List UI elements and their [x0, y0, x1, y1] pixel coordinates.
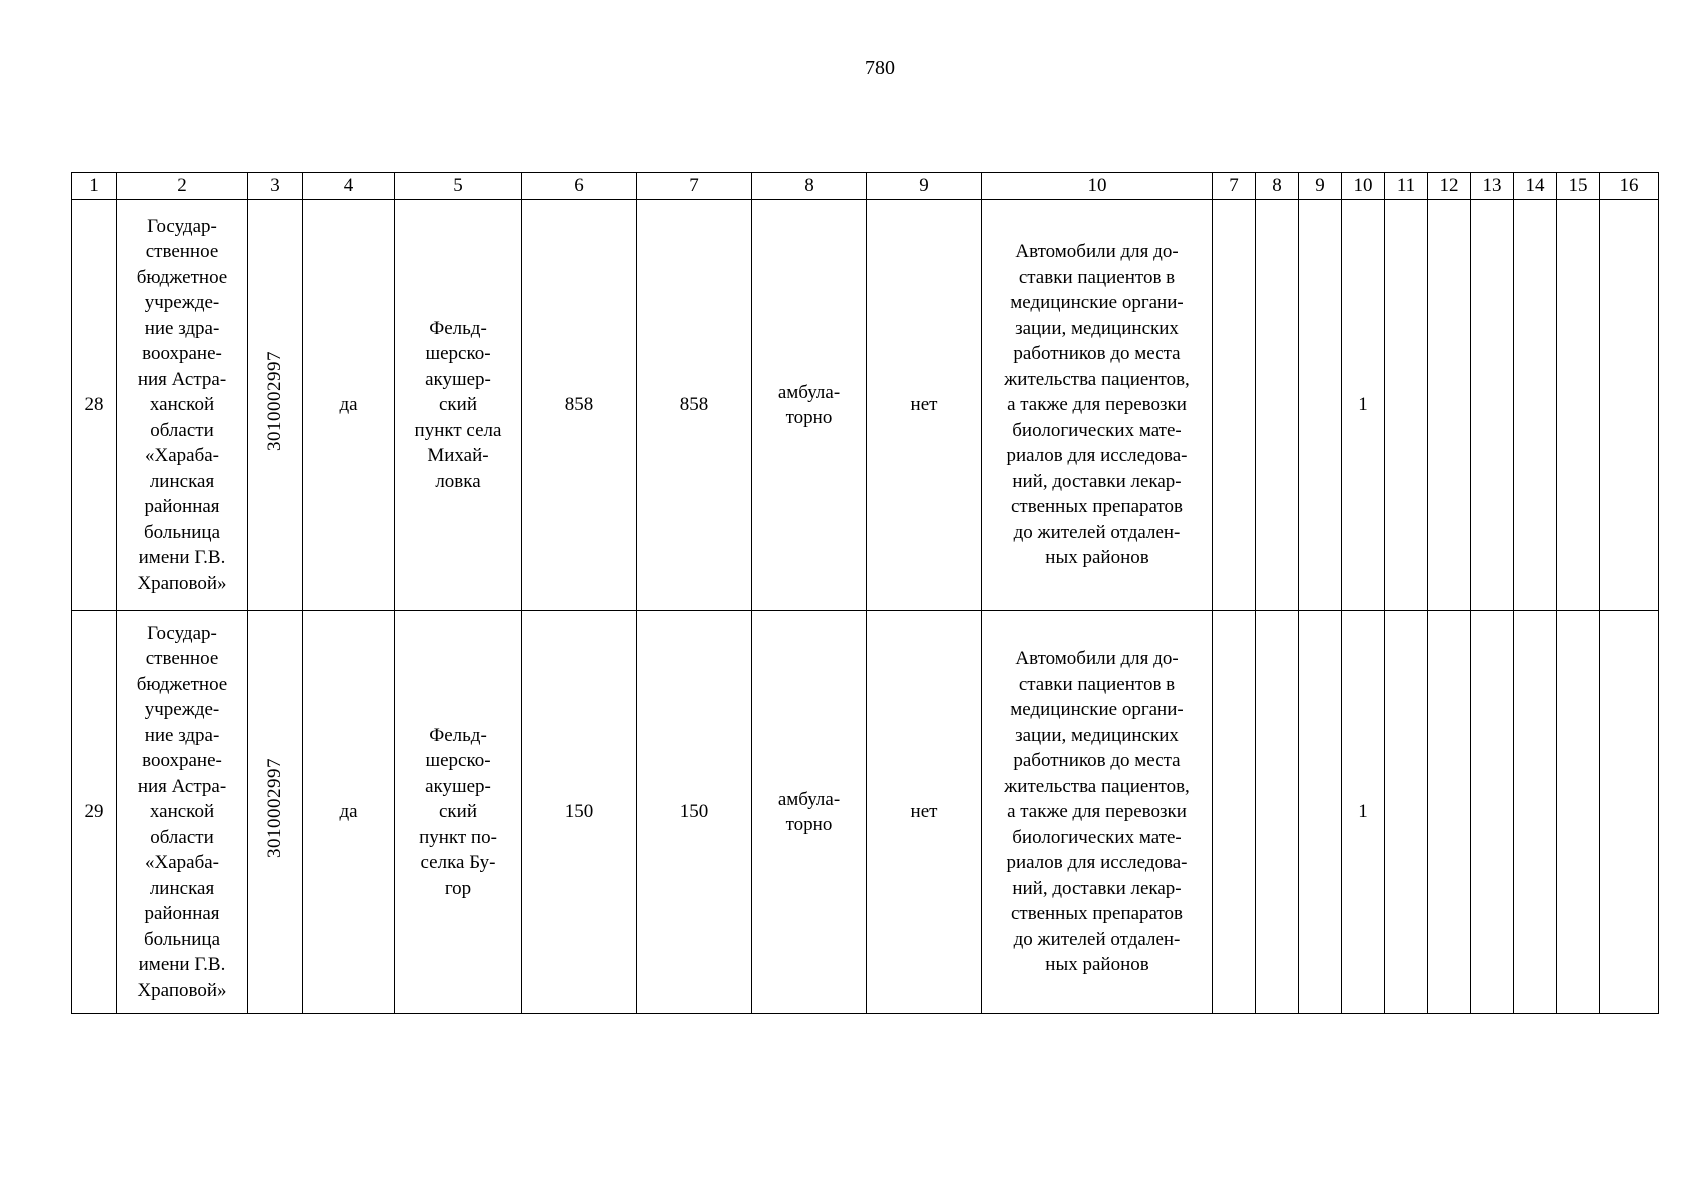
header-cell: 9 [1299, 173, 1342, 200]
count-cell [1385, 611, 1428, 1014]
unit-cell: Фельд- шерско- акушер- ский пункт по- селка Бу- гор [395, 611, 522, 1014]
count-cell [1299, 611, 1342, 1014]
count-cell [1600, 611, 1659, 1014]
count-cell [1471, 611, 1514, 1014]
code-text: 3010002997 [264, 351, 286, 452]
count-cell [1428, 611, 1471, 1014]
count-cell: 1 [1342, 200, 1385, 611]
count-cell [1514, 200, 1557, 611]
header-cell: 10 [982, 173, 1213, 200]
answer-cell: нет [867, 200, 982, 611]
header-cell: 16 [1600, 173, 1659, 200]
flag-cell: да [303, 200, 395, 611]
header-cell: 13 [1471, 173, 1514, 200]
value-cell: 858 [522, 200, 637, 611]
page-number: 780 [865, 57, 895, 79]
row-number-cell: 29 [72, 611, 117, 1014]
header-cell: 10 [1342, 173, 1385, 200]
header-cell: 15 [1557, 173, 1600, 200]
organization-cell: Государ- ственное бюджетное учрежде- ние здра- воохране- ния Астра- ханской области «Хараба- линская районная больница имени Г.В. Храповой» [117, 611, 248, 1014]
header-cell: 5 [395, 173, 522, 200]
code-cell [248, 611, 303, 1014]
count-cell [1471, 200, 1514, 611]
count-cell [1428, 200, 1471, 611]
count-cell [1299, 200, 1342, 611]
header-cell: 14 [1514, 173, 1557, 200]
header-cell: 3 [248, 173, 303, 200]
header-cell: 2 [117, 173, 248, 200]
count-cell [1256, 611, 1299, 1014]
organization-cell: Государ- ственное бюджетное учрежде- ние здра- воохране- ния Астра- ханской области «Хараба- линская районная больница имени Г.В. Храповой» [117, 200, 248, 611]
flag-cell: да [303, 611, 395, 1014]
row-number-cell: 28 [72, 200, 117, 611]
purpose-cell: Автомобили для до- ставки пациентов в медицинские органи- зации, медицинских работников до места жительства пациентов, а также для перевозки биологических мате- риалов для исследова- ний, доставки лекар- ственных препаратов до жителей отдален- ных районов [982, 611, 1213, 1014]
table-row [72, 611, 1659, 1014]
answer-cell: нет [867, 611, 982, 1014]
code-cell [248, 200, 303, 611]
header-cell: 6 [522, 173, 637, 200]
header-cell: 1 [72, 173, 117, 200]
purpose-cell: Автомобили для до- ставки пациентов в медицинские органи- зации, медицинских работников до места жительства пациентов, а также для перевозки биологических мате- риалов для исследова- ний, доставки лекар- ственных препаратов до жителей отдален- ных районов [982, 200, 1213, 611]
header-cell: 12 [1428, 173, 1471, 200]
count-cell [1557, 200, 1600, 611]
value-cell: 858 [637, 200, 752, 611]
header-cell: 8 [1256, 173, 1299, 200]
header-cell: 11 [1385, 173, 1428, 200]
header-cell: 7 [1213, 173, 1256, 200]
table-header-row [72, 173, 1659, 200]
count-cell [1213, 200, 1256, 611]
header-cell: 4 [303, 173, 395, 200]
count-cell: 1 [1342, 611, 1385, 1014]
count-cell [1557, 611, 1600, 1014]
count-cell [1385, 200, 1428, 611]
care-type-cell: амбула- торно [752, 200, 867, 611]
data-table [71, 172, 1659, 1014]
care-type-cell: амбула- торно [752, 611, 867, 1014]
header-cell: 7 [637, 173, 752, 200]
count-cell [1600, 200, 1659, 611]
count-cell [1514, 611, 1557, 1014]
value-cell: 150 [522, 611, 637, 1014]
unit-cell: Фельд- шерско- акушер- ский пункт села Михай- ловка [395, 200, 522, 611]
count-cell [1213, 611, 1256, 1014]
header-cell: 8 [752, 173, 867, 200]
code-text: 3010002997 [264, 758, 286, 859]
table-row [72, 200, 1659, 611]
count-cell [1256, 200, 1299, 611]
header-cell: 9 [867, 173, 982, 200]
value-cell: 150 [637, 611, 752, 1014]
